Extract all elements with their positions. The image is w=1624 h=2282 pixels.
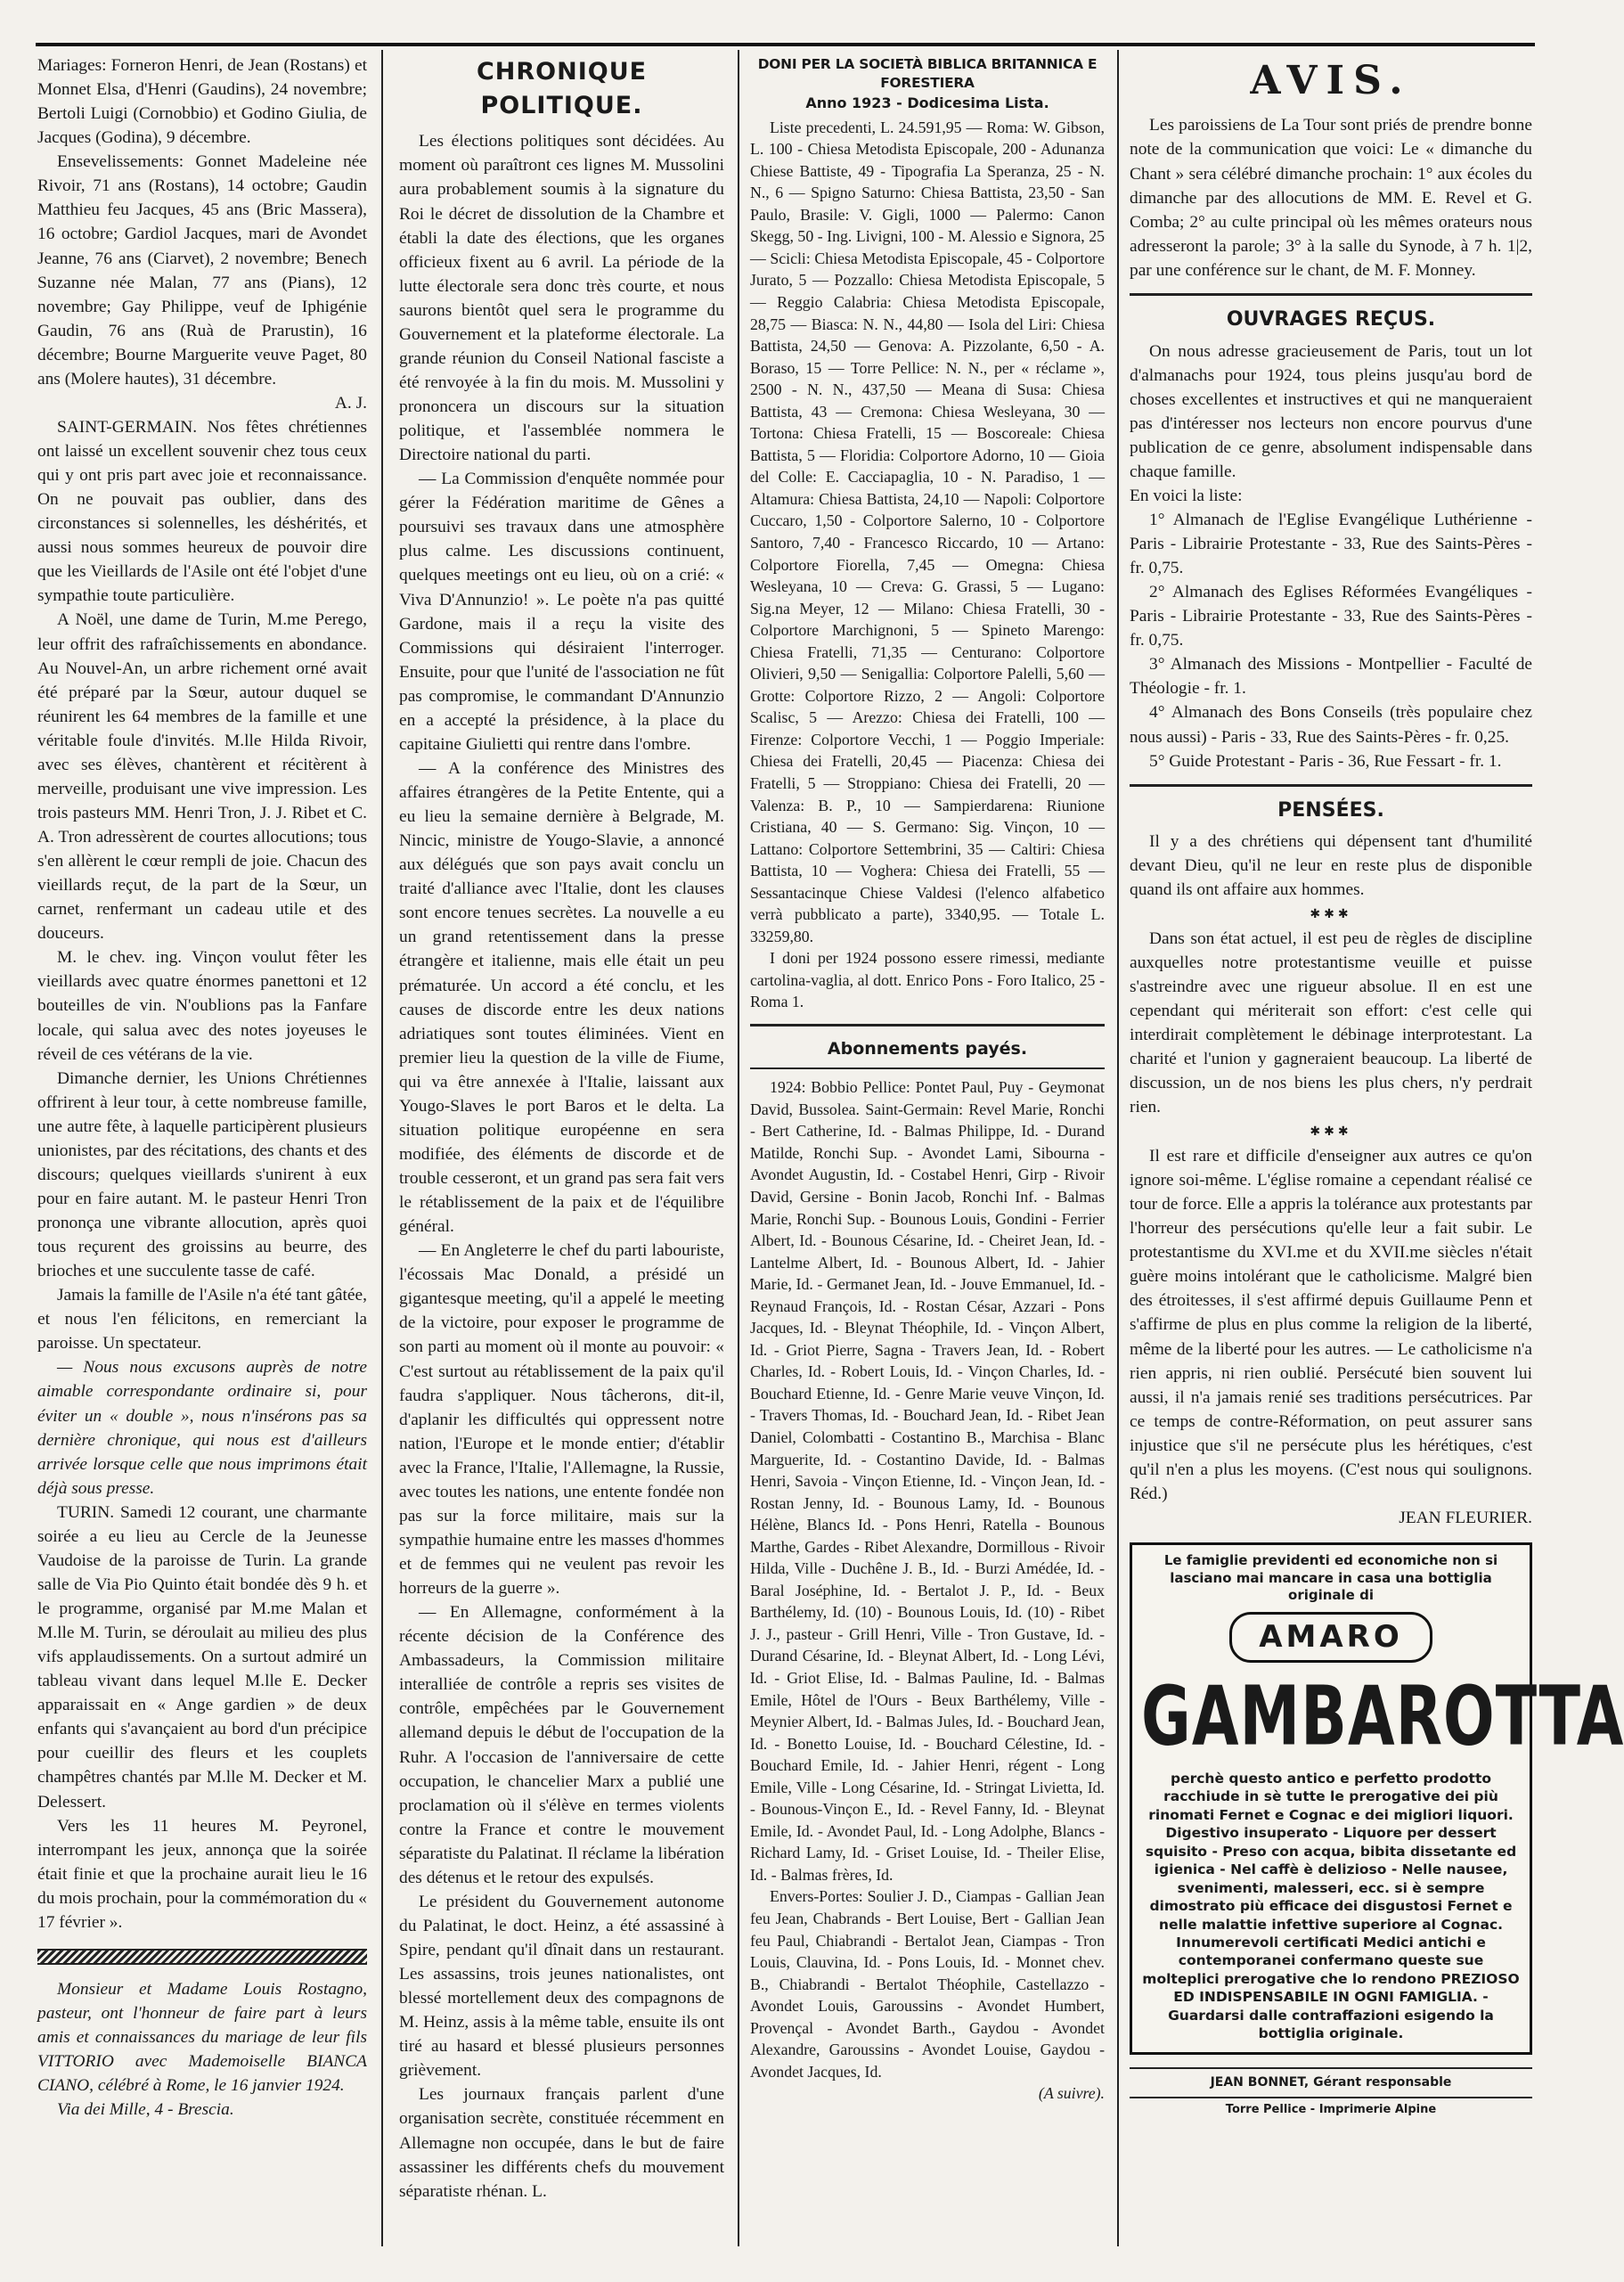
section-divider bbox=[750, 1067, 1105, 1069]
thought-paragraph: Il y a des chrétiens qui dépensent tant d'humilité devant Dieu, qu'il ne leur en reste plus de disponible quand ils ont affaire aux hommes. bbox=[1130, 832, 1532, 900]
list-item: 5° Guide Protestant - Paris - 36, Rue Fessart - fr. 1. bbox=[1149, 751, 1502, 771]
article-paragraph: Jamais la famille de l'Asile n'a été tant gâtée, et nous l'en félicitons, en remerciant la paroisse. Un spectateur. bbox=[37, 1286, 367, 1354]
section-divider bbox=[1130, 293, 1532, 296]
ad-body: perchè questo antico e perfetto prodotto racchiude in sè tutte le prerogative dei più rinomati Fernet e Cognac e dei migliori liquori. Digestivo insuperato - Liquore per dessert squisito - Preso con acqua, bibita dissetante ed igienica - Nel caffè è delizioso - Nelle nausee, svenimenti, malesseri, ecc. si è sempre dimostrato più efficace dei disgustosi Fernet e nelle malattie infettive superiore al Cognac. Innumerevoli certificati Medici antichi e contemporanei confermano queste sue molteplici prerogative che lo rendono PREZIOSO ED INDISPENSABILE IN OGNI FAMIGLIA. - Guardarsi dalle contraffazioni esigendo la bottiglia originale. bbox=[1142, 1770, 1520, 2042]
ad-headline: Le famiglie previdenti ed economiche non si lasciano mai mancare in casa una bottiglia originale di bbox=[1163, 1552, 1498, 1604]
column-donations bbox=[750, 53, 1105, 2246]
list-item: 4° Almanach des Bons Conseils (très populaire chez nous aussi) - Paris - 33, Rue des Saints-Pères - fr. 0,25. bbox=[1130, 703, 1532, 747]
column-divider bbox=[381, 50, 383, 2246]
notice-paragraph: Les paroissiens de La Tour sont priés de prendre bonne note de la communication que voici: Le « dimanche du Chant » sera célébré dimanche prochain: 1° aux écoles du dimanche par des allocutions de MM. E. Revel et G. Comba; 2° au culte principal où les mêmes orateurs nous adresseront la parole; 3° à la salle du Synode, à 7 h. 1|2, par une conférence sur le chant, de M. F. Monney. bbox=[1130, 116, 1532, 280]
marriage-announcement: Monsieur et Madame Louis Rostagno, pasteur, ont l'honneur de faire part à leurs amis et connaissances du mariage de leur fils VITTORIO avec Mademoiselle BIANCA CIANO, célébré à Rome, le 16 janvier 1924. bbox=[37, 1979, 367, 2096]
article-paragraph: — En Allemagne, conformément à la récente décision de la Conférence des Ambassadeurs, la Commission militaire interalliée de contrôle a repris ses visites de contrôle, empêchées par le Gouvernement allemand depuis le début de l'occupation de la Ruhr. A l'occasion de l'anniversaire de cette occupation, le chancelier Marx a publié une proclamation où il s'élève en termes violents contre la France et contre le mouvement séparatiste du Palatinat. Il réclame la libération des détenus et le retour des expulsés. bbox=[399, 1603, 724, 1887]
article-paragraph: — En Angleterre le chef du parti labouriste, l'écossais Mac Donald, a présidé un gigantesque meeting, qu'il a appelé le meeting de la victoire, pour exposer le programme de son parti au moment où il monte au pouvoir: « C'est surtout au rétablissement de la paix qu'il faudra s'appliquer. Nous tâcherons, dit-il, d'aplanir les difficultés qui oppressent notre nation, l'Europe et le monde entier; d'établir avec la France, l'Italie, l'Allemagne, la Russie, avec toutes les nations, une entente fondée non pas sur la force militaire, mais sur la sympathie humaine entre les masses d'hommes et de femmes qui ne veulent pas revoir les horreurs de la guerre ». bbox=[399, 1241, 724, 1599]
article-paragraph: A Noël, une dame de Turin, M.me Perego, leur offrit des rafraîchissements en abondance. Au Nouvel-An, un arbre richement orné avait été préparé par la Sœur, autour duquel se réunirent les 64 membres de la famille et une véritable foule d'invités. M.lle Hilda Rivoir, avec ses élèves, chantèrent et récitèrent à merveille, produisant une vive impression. Les trois pasteurs MM. Henri Tron, J. J. Ribet et C. A. Tron adressèrent de courtes allocutions; tous s'en allèrent le cœur rempli de joie. Chacun des vieillards reçut, de la part de la Sœur, un carnet, renfermant un cadeau utile et des douceurs. bbox=[37, 610, 367, 944]
section-subtitle: Anno 1923 - Dodicesima Lista. bbox=[805, 94, 1049, 111]
column-chronicle-local bbox=[37, 53, 367, 2246]
section-divider bbox=[1130, 784, 1532, 787]
asterism-divider: ✱✱✱ bbox=[1310, 1125, 1352, 1139]
article-paragraph: — A la conférence des Ministres des affaires étrangères de la Petite Entente, qui a eu lieu la semaine dernière à Belgrade, M. Nincic, ministre de Yougo-Slavie, a annoncé aux délégués que son pays avait conclu un traité d'alliance avec l'Italie, dont les clauses sont encore tenues secrètes. La nouvelle a eu un grand retentissement dans la presse étrangère et italienne, mais elle était un peu prématurée. Un accord a été conclu, et les causes de discorde entre les deux nations adriatiques sont toutes éliminées. Vient en premier lieu la question de la ville de Fiume, qui va être annexée à l'Italie, laissant aux Yougo-Slaves le port Baros et le delta. La situation politique européenne en sera modifiée, des éléments de discorde et de trouble cesseront, et un grand pas sera fait vers le rétablissement de la paix et de l'équilibre général. bbox=[399, 758, 724, 1237]
thought-paragraph: Dans son état actuel, il est peu de règles de discipline auxquelles notre protestantisme veuille et puisse s'astreindre avec une rigueur absolue. Il en est une cependant qui mériterait son effort: c'est celle qui interdirait complètement le débinage interprotestant. La charité et l'union y gagneraient beaucoup. La liberté de discussion, un de nos biens les plus chers, n'y perdrait rien. bbox=[1130, 929, 1532, 1117]
article-paragraph: — La Commission d'enquête nommée pour gérer la Fédération maritime de Gênes a poursuivi ses travaux dans une atmosphère plus calme. Les discussions continuent, quelques meetings ont eu lieu, où on a crié: « Viva D'Annunzio! ». Le poète n'a pas quitté Gardone, mais il a reçu la visite des Commissions qui désiraient l'interroger. Ensuite, pour que l'unité de l'association ne fût pas compromise, le commandant D'Annunzio en a accepté la présidence, à la place du capitaine Giulietti qui rentre dans l'ombre. bbox=[399, 470, 724, 754]
article-paragraph: TURIN. Samedi 12 courant, une charmante soirée a eu lieu au Cercle de la Jeunesse Vaudoise de la paroisse de Turin. La grande salle de Via Pio Quinto était bondée dès 9 h. et le programme, organisé par M.me Malan et M.lle M. Turin, se déroulait au milieu des plus vifs applaudissements. On a surtout admiré un tableau vivant dans lequel M.lle E. Decker apparaissait en « Ange gardien » de deux enfants qui s'avançaient au bord d'un précipice pour cueillir des fleurs et les couplets champêtres chantés par M.lle M. Decker et M. Delessert. bbox=[37, 1502, 367, 1812]
donations-list: Liste precedenti, L. 24.591,95 — Roma: W. Gibson, L. 100 - Chiesa Metodista Episcopale, 200 - Adunanza Chiese Battiste, 49 - Tipografia La Speranza, 25 - N. N., 6 — Spigno Saturno: Chiesa Battista, 23,50 - San Paulo, Brasile: V. Gigli, 1000 — Palermo: Canon Skegg, 50 - Ing. Livigni, 100 - M. Alessio e Signora, 25 — Scicli: Chiesa Metodista Episcopale, 45 - Colportore Jurato, 5 — Pozzallo: Chiesa Metodista Episcopale, 5 — Reggio Calabria: Chiesa Metodista Episcopale, 28,75 — Biasca: N. N., 44,80 — Isola del Liri: Chiesa Battista, 24,50 — Genova: A. Pizzolante, 6,50 - A. Boraso, 15 — Torre Pellice: N. N., per « réclame », 2500 - N. N., 437,50 — Meana di Susa: Chiesa Battista, 43 — Cremona: Chiesa Wesleyana, 30 — Tortona: Chiesa Fratelli, 15 — Boscoreale: Chiesa Battista, 5 — Floridia: Colportore Adorno, 10 — Gioia del Colle: E. Cacciapaglia, 10 - N. Paradiso, 1 — Altamura: Chiesa Battista, 24,10 — Napoli: Colportore Cuccaro, 1,50 - Colportore Salerno, 10 - Colportore Santoro, 7,40 - Francesco Riccardo, 10 — Artano: Colportore Fiorella, 7,45 — Omegna: Chiesa Wesleyana, 10 — Creva: G. Grassi, 5 — Lugano: Sig.na Meyer, 12 — Milano: Chiesa Fratelli, 30 - Colportore Marchignoni, 5 — Spineto Marengo: Chiesa Fratelli, 71,35 — Centurano: Colportore Olivieri, 9,50 — Senigallia: Colportore Palelli, 5,60 — Grotte: Colportore Rizzo, 2 — Angoli: Colportore Scalisc, 5 — Arezzo: Chiesa dei Fratelli, 100 — Firenze: Colportore Vecchi, 1 — Poggio Imperiale: Chiesa dei Fratelli, 20,45 — Piacenza: Chiesa dei Fratelli, 5 — Stroppiano: Chiesa dei Fratelli, 20 — Valenza: B. P., 10 — Sampierdarena: Riunione Cristiana, 40 — S. Germano: Sig. Vinçon, 10 — Lattano: Colportore Settembrini, 35 — Caltiri: Chiesa Battista, 10 — Voghera: Chiesa dei Fratelli, 55 — Sessantacinque Chiese Valdesi (l'elenco alfabetico verrà pubblicato a parte), 3340,95. — Totale L. 33259,80. bbox=[750, 118, 1105, 945]
article-paragraph: Les élections politiques sont décidées. Au moment où paraîtront ces lignes M. Mussolini aura probablement soumis à la signature du Roi le décret de dissolution de la Chambre et établi la date des élections, que les organes officieux fixent au 6 avril. La période de la lutte électorale sera donc très courte, et nous saurons bientôt quel sera le programme du Gouvernement et la plateforme électorale. La grande réunion du Conseil National fasciste a été renvoyée à la fin du mois. M. Mussolini y prononcera un discours sur la situation politique, et l'assemblée nommera le Directoire national du parti. bbox=[399, 132, 724, 465]
section-title: OUVRAGES REÇUS. bbox=[1226, 307, 1436, 331]
article-paragraph: Ensevelissements: Gonnet Madeleine née Rivoir, 71 ans (Rostans), 14 octobre; Gaudin Matthieu feu Jacques, 45 ans (Bric Massera), 16 octobre; Gardiol Jacques, mari de Avondet Jeanne, 76 ans (Ciarvet), 2 novembre; Benech Suzanne née Malan, 77 ans (Pians), 12 novembre; Gay Philippe, veuf de Iphigénie Gaudin, 76 ans (Ruà de Prarustin), 16 décembre; Bourne Marguerite veuve Paget, 80 ans (Molere hautes), 31 décembre. bbox=[37, 152, 367, 389]
subscriptions-list: Envers-Portes: Soulier J. D., Ciampas - Gallian Jean feu Jean, Chabrands - Bert Louise, Bert - Gallian Jean feu Paul, Chiabrandi - Bertalot Jean, Ciampas - Tron Louis, Clauvina, Id. - Pons Louis, Id. - Monnet chev. B., Chiabrandi - Bertalot Théophile, Castellazzo - Avondet Louis, Garoussins - Avondet Humbert, Provençal - Avondet Barth., Gaydou - Avondet Alexandre, Garoussins - Avondet Louise, Gaydou - Avondet Jacques, Id. bbox=[750, 1887, 1105, 2081]
list-item: 1° Almanach de l'Eglise Evangélique Luthérienne - Paris - Librairie Protestante - 33, Rue des Saints-Pères - fr. 0,75. bbox=[1130, 510, 1532, 578]
section-title: DONI PER LA SOCIETÀ BIBLICA BRITANNICA E FORESTIERA bbox=[757, 56, 1098, 92]
article-paragraph: Le président du Gouvernement autonome du Palatinat, le doct. Heinz, a été assassiné à Spire, pendant qu'il dînait dans un restaurant. Les assassins, trois jeunes nationalistes, ont blessé mortellement deux des compagnons de M. Heinz, assis à la même table, ensuite ils ont tiré au hasard et blessé plusieurs personnes grièvement. bbox=[399, 1892, 724, 2081]
announcement-address: Via dei Mille, 4 - Brescia. bbox=[57, 2100, 234, 2120]
list-item: 3° Almanach des Missions - Montpellier - Faculté de Théologie - fr. 1. bbox=[1130, 655, 1532, 699]
list-item: 2° Almanach des Eglises Réformées Evangéliques - Paris - Librairie Protestante - 33, Rue des Saints-Pères - fr. 0,75. bbox=[1130, 583, 1532, 650]
article-paragraph: M. le chev. ing. Vinçon voulut fêter les vieillards avec quatre énormes panettoni et 12 bouteilles de vin. N'oublions pas la Fanfare locale, qui salua avec des notes joyeuses le réveil de ces vétérans de la vie. bbox=[37, 948, 367, 1064]
section-title: CHRONIQUE POLITIQUE. bbox=[476, 58, 648, 119]
column-divider bbox=[738, 50, 739, 2246]
section-title: Abonnements payés. bbox=[827, 1039, 1028, 1059]
ornamental-divider bbox=[37, 1949, 367, 1965]
column-divider bbox=[1117, 50, 1119, 2246]
article-paragraph: Vers les 11 heures M. Peyronel, interrompant les jeux, annonça que la soirée était finie et que la prochaine aurait lieu le 16 du mois prochain, pour la commémoration du « 17 février ». bbox=[37, 1816, 367, 1932]
article-paragraph: SAINT-GERMAIN. Nos fêtes chrétiennes ont laissé un excellent souvenir chez tous ceux qui y ont pris part avec joie et reconnaissance. On ne pouvait pas oublier, dans des circonstances si solennelles, les déshérités, et aussi nous sommes heureux de pouvoir dire que les Vieillards de l'Asile ont été l'objet d'une sympathie toute particulière. bbox=[37, 417, 367, 606]
article-paragraph: Les journaux français parlent d'une organisation secrète, constituée récemment en Allemagne non occupée, dans le but de faire assassiner les différents chefs du mouvement séparatiste rhénan. L. bbox=[399, 2085, 724, 2201]
thought-paragraph: Il est rare et difficile d'enseigner aux autres ce qu'on ignore soi-même. L'église romaine a cependant réalisé ce tour de force. Elle a appris la tolérance aux protestants par l'horreur des persécutions qu'elle leur a fait subir. Le protestantisme du XVI.me et du XVII.me siècles n'était guère moins intolérant que le catholicisme. Malgré bien des étroitesses, il s'est affirmé depuis Guillaume Penn et s'affirme de plus en plus comme la religion de la liberté, même de la liberté pour les autres. — Le catholicisme n'a rien appris, ni rien oublié. Persécuté bien souvent lui aussi, il n'a jamais renié ses traditions persécutrices. Par ce temps de contre-Réformation, on peut assurer sans injustice que s'il ne persécute plus les hérétiques, c'est qu'il n'en a plus les moyens. (C'est nous qui soulignons. Réd.) bbox=[1130, 1147, 1532, 1503]
asterism-divider: ✱✱✱ bbox=[1310, 907, 1352, 921]
article-paragraph: Dimanche dernier, les Unions Chrétiennes offrirent à leur tour, à cette nombreuse famille, une autre fête, à laquelle participèrent plusieurs unionistes, par des récitations, des chants et des discours; quelques vieillards s'unirent à eux pour en faire autant. M. le pasteur Henri Tron prononça une vibrante allocution, après quoi tous reçurent des groissins au beurre, des brioches et une succulente tasse de café. bbox=[37, 1068, 367, 1281]
advertisement-amaro-gambarotta bbox=[1130, 1542, 1624, 2055]
printer-imprint: Torre Pellice - Imprimerie Alpine bbox=[1225, 2103, 1437, 2117]
responsible-manager: JEAN BONNET, Gérant responsable bbox=[1130, 2067, 1532, 2099]
editor-note: — Nous nous excusons auprès de notre aimable correspondante ordinaire si, pour éviter un « double », nous n'insérons pas sa dernière chronique, qui nous est d'ailleurs arrivée lorsque celle que nous imprimons était déjà sous presse. bbox=[37, 1358, 367, 1498]
article-signature: A. J. bbox=[334, 393, 367, 413]
section-divider bbox=[750, 1024, 1105, 1026]
column-notices bbox=[1130, 53, 1624, 2246]
ad-amaro-label: AMARO bbox=[1229, 1612, 1432, 1663]
section-title: PENSÉES. bbox=[1277, 798, 1384, 822]
list-intro: En voici la liste: bbox=[1130, 486, 1243, 505]
section-title: AVIS. bbox=[1250, 58, 1412, 103]
article-signature: JEAN FLEURIER. bbox=[1399, 1508, 1532, 1527]
top-rule bbox=[36, 43, 1535, 46]
to-be-continued: (A suivre). bbox=[1038, 2084, 1105, 2103]
donations-note: I doni per 1924 possono essere rimessi, mediante cartolina-vaglia, al dott. Enrico Pons - Foro Italico, 25 - Roma 1. bbox=[750, 949, 1105, 1011]
subscriptions-list: 1924: Bobbio Pellice: Pontet Paul, Puy - Geymonat David, Bussolea. Saint-Germain: Revel Marie, Ronchi - Bert Catherine, Id. - Balmas Philippe, Id. - Durand Matilde, Ronchi Sup. - Avondet Lami, Sibourna - Avondet Augustin, Id. - Costabel Henri, Girp - Rivoir David, Gersine - Bonin Jacob, Ronchi Inf. - Balmas Marie, Ronchi Sup. - Bounous Louis, Gondini - Ferrier Albert, Id. - Bounous Césarine, Id. - Cheiret Jean, Id. - Lantelme Albert, Id. - Bounous Albert, Id. - Jahier Marie, Id. - Germanet Jean, Id. - Jouve Emmanuel, Id. - Reynaud François, Id. - Rostan César, Azzari - Pons Jacques, Id. - Bleynat Théophile, Id. - Vinçon Albert, Id. - Griot Pierre, Sagna - Travers Jean, Id. - Robert Charles, Id. - Robert Louis, Id. - Vinçon Charles, Id. - Bouchard Etienne, Id. - Genre Marie veuve Vinçon, Id. - Travers Thomas, Id. - Bouchard Jean, Id. - Ribet Jean Daniel, Colombatti - Costantino B., Marchisa - Blanc Marguerite, Id. - Costantino Davide, Id. - Balmas Henri, Savoia - Vinçon Etienne, Id. - Vinçon Jean, Id. - Rostan Jenny, Id. - Bounous Lamy, Id. - Bounous Hélène, Blancs Id. - Pons Henri, Ratella - Bounous Marthe, Gardes - Ribet Alexandre, Dormillous - Rivoir Hilda, Ville - Duchêne J. B., Id. - Burzi Amédée, Id. - Baral Joséphine, Id. - Bertalot J. P., Id. - Beux Barthélemy, Id. (10) - Bounous Louis, Id. (10) - Ribet J. J., pasteur - Grill Henri, Ville - Tron Gustave, Id. - Durand Césarine, Id. - Bleynat Albert, Id. - Long Lévi, Id. - Griot Elise, Id. - Balmas Pauline, Id. - Balmas Emile, Hôtel de l'Ours - Beux Barthélemy, Ville - Meynier Albert, Id. - Balmas Jules, Id. - Bouchard Jean, Id. - Bonetto Louise, Id. - Bouchard Célestine, Id. - Bouchard Emile, Id. - Jahier Henri, régent - Long Emile, Ville - Long Césarine, Id. - Stringat Livietta, Id. - Bounous-Vinçon E., Id. - Revel Fanny, Id. - Bleynat Emile, Id. - Avondet Paul, Id. - Long Adolphe, Blancs - Richard Lamy, Id. - Griset Louise, Id. - Theiler Elise, Id. - Balmas frères, Id. bbox=[750, 1078, 1106, 1884]
ad-brand-name: GAMBAROTTA bbox=[1141, 1669, 1624, 1765]
article-paragraph: Mariages: Forneron Henri, de Jean (Rostans) et Monnet Elsa, d'Henri (Gaudins), 24 novembre; Bertoli Luigi (Cornobbio) et Godino Giulia, de Jacques (Godina), 9 décembre. bbox=[37, 56, 367, 148]
article-paragraph: On nous adresse gracieusement de Paris, tout un lot d'almanachs pour 1924, tous pleins jusqu'au bord de choses excellentes et instructives et qui ne manqueraient pas d'intéresser nos lecteurs non encore pourvus d'une publication de ce genre, absolument indispensable dans chaque famille. bbox=[1130, 341, 1532, 481]
column-politics bbox=[399, 53, 724, 2246]
